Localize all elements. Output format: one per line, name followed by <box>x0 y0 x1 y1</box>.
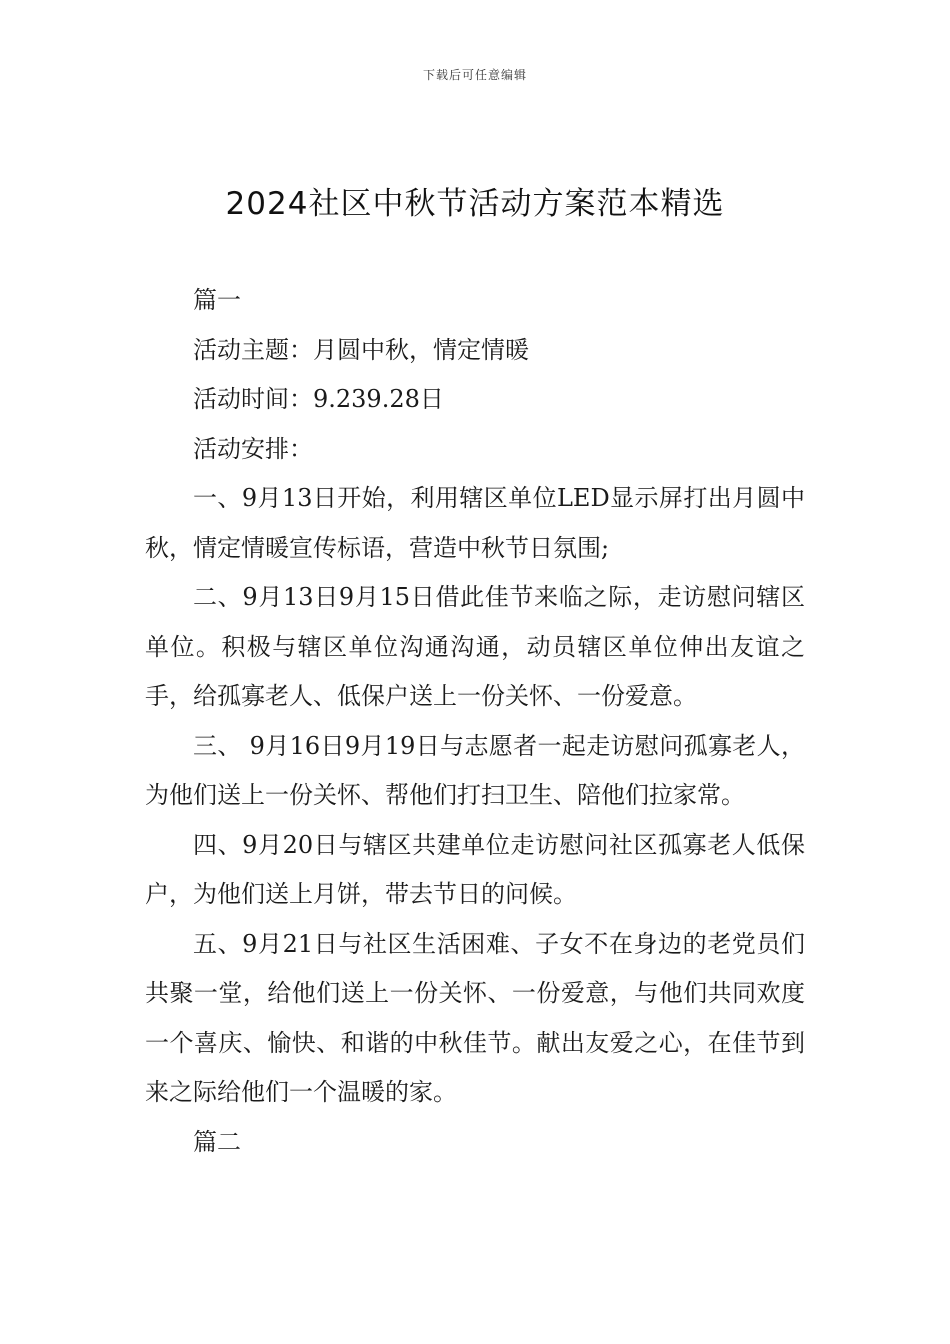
activity-arrangement-heading: 活动安排： <box>193 434 313 463</box>
arrangement-item-3: 三、 9月16日9月19日与志愿者一起走访慰问孤寡老人，为他们送上一份关怀、帮他们打扫卫生、陪他们拉家常。 <box>145 731 805 809</box>
arrangement-item-4: 四、9月20日与辖区共建单位走访慰问社区孤寡老人低保户，为他们送上月饼，带去节日的问候。 <box>145 830 805 908</box>
arrangement-item-5: 五、9月21日与社区生活困难、子女不在身边的老党员们共聚一堂，给他们送上一份关怀、一份爱意，与他们共同欢度一个喜庆、愉快、和谐的中秋佳节。献出友爱之心，在佳节到来之际给他们一个温暖的家。 <box>145 929 805 1106</box>
document-title: 2024社区中秋节活动方案范本精选 <box>225 186 725 222</box>
arrangement-item-1: 一、9月13日开始，利用辖区单位LED显示屏打出月圆中秋，情定情暖宣传标语，营造中秋节日氛围; <box>145 484 805 562</box>
header-note: 下载后可任意编辑 <box>422 68 527 82</box>
section-heading-1: 篇一 <box>193 286 241 314</box>
section-heading-2: 篇二 <box>193 1127 241 1156</box>
arrangement-item-2: 二、9月13日9月15日借此佳节来临之际，走访慰问辖区单位。积极与辖区单位沟通沟通，动员辖区单位伸出友谊之手，给孤寡老人、低保户送上一份关怀、一份爱意。 <box>145 583 805 710</box>
document-body <box>145 276 805 1167</box>
activity-theme: 活动主题：月圆中秋，情定情暖 <box>193 335 529 364</box>
activity-time: 活动时间：9.239.28日 <box>193 385 444 413</box>
